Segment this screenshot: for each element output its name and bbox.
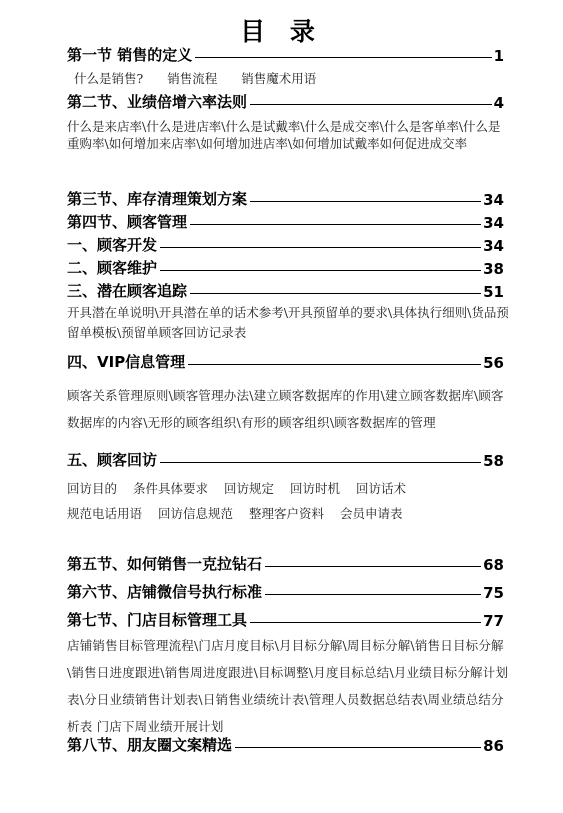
vip-description: 顾客关系管理原则\顾客管理办法\建立顾客数据库的作用\建立顾客数据库\顾客数据库的内容\无形的顾客组织\有形的顾客组织\顾客数据库的管理 <box>67 388 504 430</box>
dot-leader <box>190 293 481 294</box>
section-2-description: 什么是来店率\什么是进店率\什么是试戴率\什么是成交率\什么是客单率\什么是重购率\如何增加来店率\如何增加进店率\如何增加试戴率如何促进成交率 <box>67 119 501 151</box>
toc-entry-page: 51 <box>483 283 504 301</box>
dot-leader <box>250 622 481 623</box>
toc-entry-page: 38 <box>483 260 504 278</box>
toc-entry-label: 第二节、业绩倍增六率法则 <box>67 93 248 111</box>
toc-entry-customer-visit[interactable] <box>67 450 504 470</box>
subitem: 销售魔术用语 <box>241 71 317 86</box>
toc-entry-section-2[interactable] <box>67 92 504 112</box>
toc-entry-label: 三、潜在顾客追踪 <box>67 282 188 300</box>
toc-entry-page: 34 <box>483 214 504 232</box>
toc-entry-page: 77 <box>483 612 504 630</box>
toc-entry-page: 86 <box>483 737 504 755</box>
dot-leader <box>160 462 481 463</box>
potential-customer-description: 开具潜在单说明\开具潜在单的话术参考\开具预留单的要求\具体执行细则\货品预留单模板\预留单顾客回访记录表 <box>67 305 509 340</box>
toc-entry-potential-customer[interactable] <box>67 281 504 301</box>
dot-leader <box>235 747 481 748</box>
subitem: 回访时机 <box>290 481 341 496</box>
subitem: 什么是销售? <box>74 71 144 86</box>
toc-entry-label: 一、顾客开发 <box>67 236 158 254</box>
dot-leader <box>250 104 492 105</box>
dot-leader <box>190 224 481 225</box>
subitem: 回访信息规范 <box>158 506 234 521</box>
toc-entry-label: 五、顾客回访 <box>67 451 158 469</box>
toc-entry-page: 4 <box>493 94 504 112</box>
subitem: 销售流程 <box>167 71 218 86</box>
toc-entry-label: 二、顾客维护 <box>67 259 158 277</box>
toc-entry-section-4[interactable] <box>67 212 504 232</box>
dot-leader <box>160 247 481 248</box>
toc-entry-vip[interactable] <box>67 352 504 372</box>
subitem: 条件具体要求 <box>133 481 209 496</box>
toc-entry-label: 四、VIP信息管理 <box>67 353 186 371</box>
customer-visit-row-1 <box>67 479 406 497</box>
subitem: 规范电话用语 <box>67 506 143 521</box>
toc-entry-page: 75 <box>483 584 504 602</box>
toc-entry-page: 34 <box>483 191 504 209</box>
toc-entry-label: 第五节、如何销售一克拉钻石 <box>67 555 263 573</box>
subitem: 回访话术 <box>356 481 407 496</box>
customer-visit-row-2 <box>67 504 403 522</box>
dot-leader <box>195 57 491 58</box>
toc-entry-page: 1 <box>493 47 504 65</box>
toc-entry-section-7[interactable] <box>67 610 504 630</box>
toc-entry-section-1[interactable] <box>67 45 504 65</box>
toc-entry-label: 第七节、门店目标管理工具 <box>67 611 248 629</box>
toc-entry-section-8[interactable] <box>67 735 504 755</box>
toc-entry-label: 第六节、店铺微信号执行标准 <box>67 583 263 601</box>
toc-entry-page: 34 <box>483 237 504 255</box>
toc-entry-label: 第三节、库存清理策划方案 <box>67 190 248 208</box>
section-7-description: 店铺销售目标管理流程\门店月度目标\月目标分解\周目标分解\销售日目标分解\销售日进度跟进\销售周进度跟进\目标调整\月度目标总结\月业绩目标分解计划表\分日业绩销售计划表\日销售业绩统计表\管理人员数据总结表\周业绩总结分析表 门店下周业绩开展计划 <box>67 638 509 734</box>
toc-entry-label: 第四节、顾客管理 <box>67 213 188 231</box>
dot-leader <box>265 594 481 595</box>
toc-entry-section-6[interactable] <box>67 582 504 602</box>
toc-entry-label: 第一节 销售的定义 <box>67 46 193 64</box>
toc-entry-page: 58 <box>483 452 504 470</box>
section-1-subitems <box>74 69 316 87</box>
toc-entry-customer-development[interactable] <box>67 235 504 255</box>
dot-leader <box>188 364 481 365</box>
toc-entry-page: 56 <box>483 354 504 372</box>
dot-leader <box>265 566 481 567</box>
toc-entry-section-5[interactable] <box>67 554 504 574</box>
subitem: 回访规定 <box>224 481 275 496</box>
dot-leader <box>160 270 481 271</box>
page-title: 目 录 <box>240 17 323 46</box>
subitem: 会员申请表 <box>340 506 403 521</box>
toc-entry-section-3[interactable] <box>67 189 504 209</box>
subitem: 整理客户资料 <box>249 506 325 521</box>
toc-entry-label: 第八节、朋友圈文案精选 <box>67 736 233 754</box>
subitem: 回访目的 <box>67 481 118 496</box>
dot-leader <box>250 201 481 202</box>
toc-entry-page: 68 <box>483 556 504 574</box>
toc-entry-customer-maintenance[interactable] <box>67 258 504 278</box>
